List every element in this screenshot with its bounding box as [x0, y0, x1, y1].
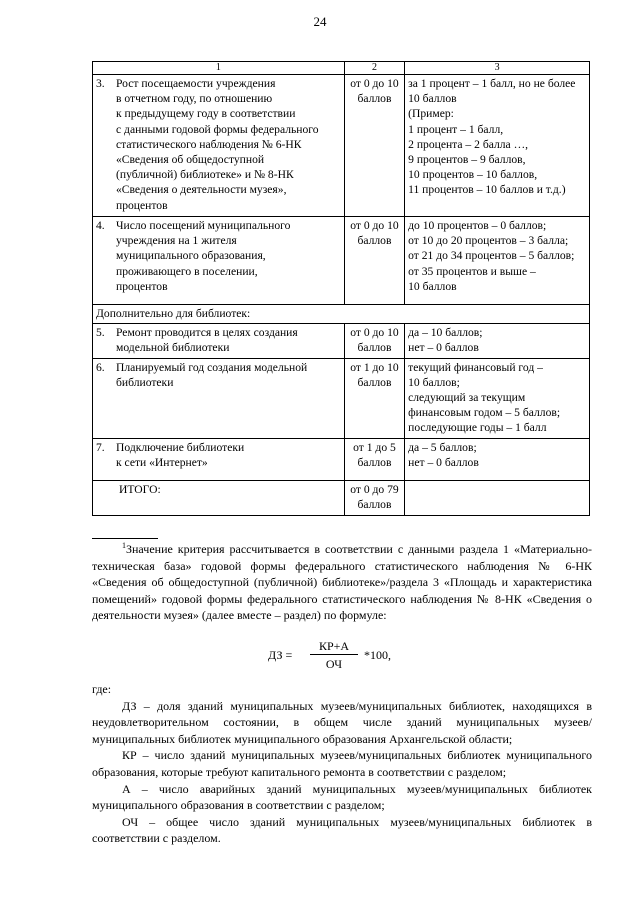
scoring-rule-cell: [405, 75, 590, 217]
criterion-text: [116, 325, 341, 355]
criterion-line: Число посещений муниципального: [116, 219, 291, 232]
criterion-line: в отчетном году, по отношению: [116, 92, 273, 106]
scoring-rule-line: 10 баллов: [408, 279, 457, 293]
criterion-content: [96, 218, 341, 294]
scoring-rule-line: от 10 до 20 процентов – 3 балла;: [408, 234, 569, 248]
definitions-where: где:: [92, 682, 112, 696]
criterion-line: статистического наблюдения № 6-НК: [116, 137, 302, 151]
scoring-rule-line: (Пример:: [408, 107, 454, 121]
scoring-rule-line: 10 процентов – 10 баллов,: [408, 168, 538, 182]
scoring-rule-cell: [405, 358, 590, 438]
definition-item: ОЧ – общее число зданий муниципальных музеев/муниципальных библиотек в соответствии с разделом.: [92, 814, 592, 846]
criterion-line: к предыдущему году в соответствии: [116, 107, 296, 121]
formula-lhs: ДЗ =: [268, 648, 293, 662]
criterion-content: [96, 325, 341, 355]
page-number: 24: [313, 14, 327, 29]
score-range-line: баллов: [357, 92, 392, 106]
formula-rhs: *100,: [364, 648, 391, 662]
section-header-libraries: Дополнительно для библиотек:: [93, 305, 590, 324]
total-row: [93, 480, 590, 515]
criterion-line: процентов: [116, 279, 168, 293]
section-header-row: [93, 305, 590, 324]
footnote-paragraph: [92, 541, 592, 624]
column-header-2: 2: [344, 62, 404, 75]
criterion-line: «Сведения об общедоступной: [116, 153, 265, 167]
footnote-marker: 1: [122, 541, 126, 550]
criterion-text: [116, 218, 341, 294]
score-range-line: баллов: [357, 234, 392, 248]
score-range-cell: [344, 217, 404, 305]
score-range-cell: [344, 358, 404, 438]
scoring-rule-line: да – 5 баллов;: [408, 440, 477, 454]
scoring-rule-line: 1 процент – 1 балл,: [408, 122, 504, 136]
definitions: [92, 681, 592, 847]
criterion-cell: [93, 358, 345, 438]
scoring-rule-line: 11 процентов – 10 баллов и т.д.): [408, 183, 566, 197]
criterion-row: [93, 217, 590, 305]
formula-denominator: ОЧ: [325, 657, 343, 671]
scoring-rule-line: да – 10 баллов;: [408, 326, 483, 340]
criterion-text: [116, 76, 341, 213]
criterion-line: к сети «Интернет»: [116, 455, 208, 469]
scoring-rule-line: финансовым годом – 5 баллов;: [408, 406, 561, 420]
total-range-line: от 0 до 79: [350, 482, 399, 496]
footnote-divider: [92, 538, 158, 539]
total-label: ИТОГО:: [93, 480, 345, 515]
column-header-3: 3: [405, 62, 590, 75]
criterion-row: [93, 438, 590, 480]
criterion-row: [93, 75, 590, 217]
criterion-line: «Сведения о деятельности музея»,: [116, 183, 287, 197]
criterion-text: [116, 440, 341, 470]
criterion-cell: [93, 324, 345, 358]
score-range-line: от 0 до 10: [350, 77, 399, 90]
scoring-rule-line: 10 баллов: [408, 92, 457, 106]
criterion-number: 3.: [96, 77, 105, 90]
footnote: [92, 541, 592, 624]
criterion-number: 6.: [96, 360, 105, 374]
score-range-line: от 0 до 10: [350, 219, 399, 232]
criterion-line: учреждения на 1 жителя: [116, 234, 237, 248]
total-scoring-empty: [405, 480, 590, 515]
scoring-rule-cell: [405, 324, 590, 358]
criterion-line: (публичной) библиотеке» и № 8-НК: [116, 168, 294, 182]
fraction-bar: [310, 654, 358, 655]
criterion-number: 4.: [96, 219, 105, 232]
scoring-rule-line: 10 баллов;: [408, 375, 460, 389]
score-range-line: баллов: [357, 375, 392, 389]
scoring-rule-line: за 1 процент – 1 балл, но не более: [408, 77, 576, 90]
criterion-number: 7.: [96, 440, 105, 454]
score-range-cell: [344, 324, 404, 358]
criterion-content: [96, 440, 341, 470]
scoring-rule-cell: [405, 438, 590, 480]
scoring-rule-line: текущий финансовый год –: [408, 360, 543, 374]
score-range-cell: [344, 438, 404, 480]
scoring-rule-line: от 21 до 34 процентов – 5 баллов;: [408, 249, 575, 263]
table-header-row: [93, 62, 590, 75]
score-range-cell: [344, 75, 404, 217]
score-range-line: от 0 до 10: [350, 326, 399, 340]
criterion-text: [116, 360, 341, 390]
scoring-rule-line: от 35 процентов и выше –: [408, 264, 536, 278]
criterion-cell: [93, 438, 345, 480]
score-range-line: от 1 до 10: [350, 360, 399, 374]
score-range-line: баллов: [357, 455, 392, 469]
scoring-rule-line: нет – 0 баллов: [408, 455, 479, 469]
criterion-row: [93, 358, 590, 438]
criterion-line: Планируемый год создания модельной: [116, 360, 308, 374]
criterion-number: 5.: [96, 326, 105, 340]
scoring-rule-cell: [405, 217, 590, 305]
criterion-line: библиотеки: [116, 375, 174, 389]
criterion-line: Ремонт проводится в целях создания: [116, 326, 298, 340]
definition-item: ДЗ – доля зданий муниципальных музеев/муниципальных библиотек, находящихся в неудовлетворительном состоянии, в общем числе зданий муниципальных музеев/муниципальных библиотек муниципального образования Архангельской области;: [92, 698, 592, 746]
scoring-rule-line: последующие годы – 1 балл: [408, 421, 547, 435]
criterion-line: с данными годовой формы федерального: [116, 122, 319, 136]
footnote-text: Значение критерия рассчитывается в соответствии с данными раздела 1 «Материально-техническая база» годовой формы федерального статистического наблюдения № 6-НК «Сведения об общедоступной (публичной) библиотеке»/раздела 3 «Площадь и характеристика помещений» годовой формы федерального статистического наблюдения № 8-НК «Сведения о деятельности музея» (далее вместе – раздел) по формуле:: [92, 542, 592, 623]
scoring-rule-line: следующий за текущим: [408, 391, 526, 405]
criterion-line: проживающего в поселении,: [116, 264, 258, 278]
total-range-line: баллов: [357, 497, 392, 511]
criterion-line: процентов: [116, 198, 168, 212]
criterion-content: [96, 360, 341, 390]
scoring-rule-line: 9 процентов – 9 баллов,: [408, 153, 526, 167]
criterion-line: модельной библиотеки: [116, 341, 230, 355]
criterion-cell: [93, 75, 345, 217]
criterion-line: Подключение библиотеки: [116, 440, 245, 454]
definition-item: А – число аварийных зданий муниципальных музеев/муниципальных библиотек муниципального образования в соответствии с разделом;: [92, 781, 592, 813]
scoring-rule-line: до 10 процентов – 0 баллов;: [408, 219, 547, 232]
criteria-table: [92, 61, 590, 516]
formula-numerator: КР+А: [318, 639, 350, 653]
total-range: [344, 480, 404, 515]
criterion-line: муниципального образования,: [116, 249, 266, 263]
criterion-content: [96, 76, 341, 213]
scoring-rule-line: 2 процента – 2 балла …,: [408, 137, 529, 151]
criterion-cell: [93, 217, 345, 305]
score-range-line: баллов: [357, 341, 392, 355]
column-header-1: 1: [93, 62, 345, 75]
definition-item: КР – число зданий муниципальных музеев/муниципальных библиотек муниципального образования, которые требуют капитального ремонта в соответствии с разделом;: [92, 748, 592, 779]
score-range-line: от 1 до 5: [353, 440, 396, 454]
criterion-row: [93, 324, 590, 358]
formula-fraction: [310, 639, 358, 671]
criterion-line: Рост посещаемости учреждения: [116, 77, 276, 90]
scoring-rule-line: нет – 0 баллов: [408, 341, 479, 355]
